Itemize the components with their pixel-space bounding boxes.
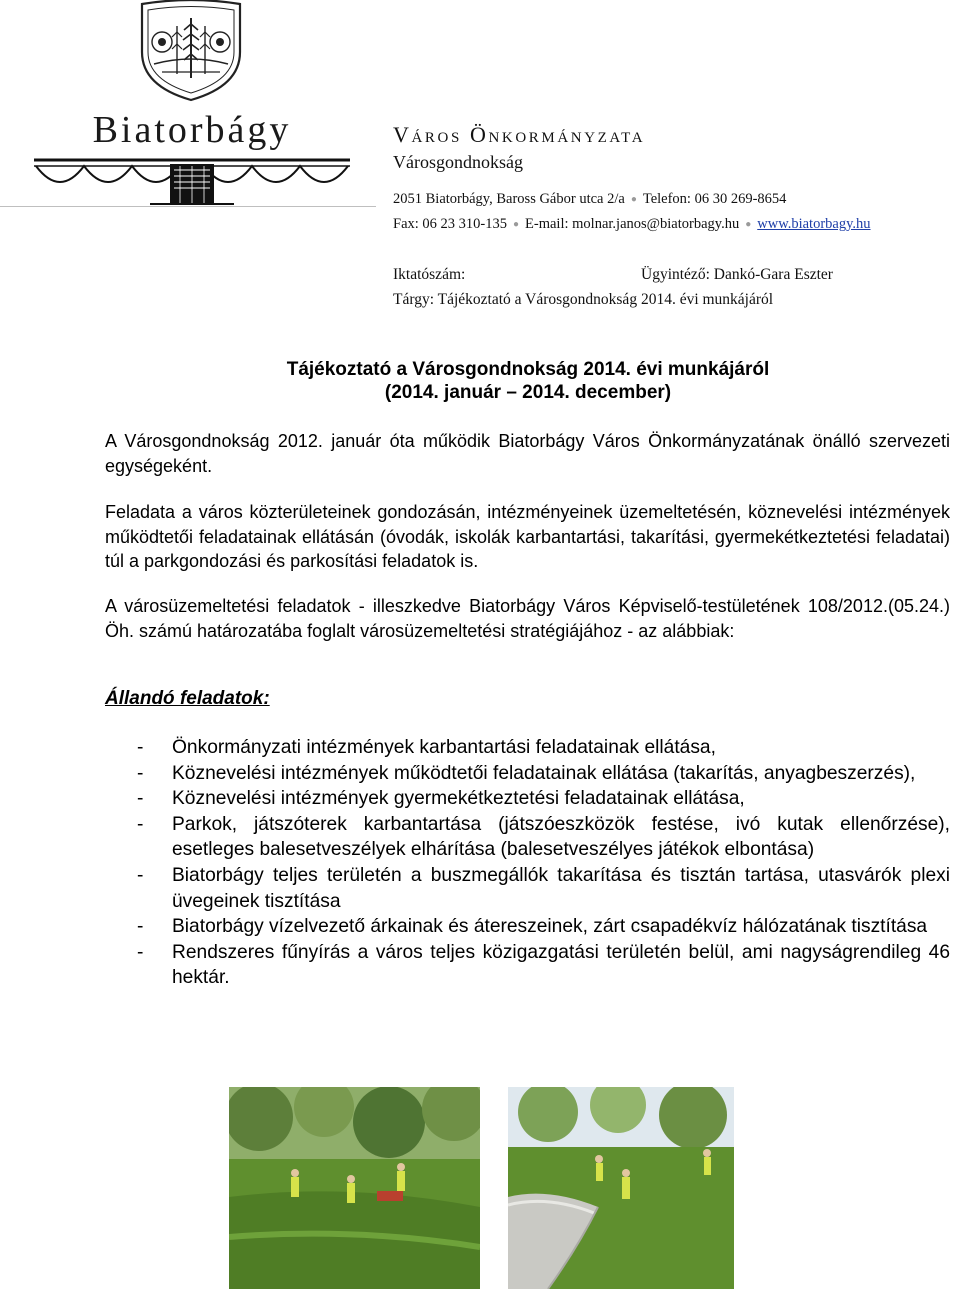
list-marker: - <box>137 737 144 758</box>
mowing-photo-left <box>229 1087 480 1289</box>
list-marker: - <box>137 813 144 835</box>
fax: Fax: 06 23 310-135 <box>393 216 507 232</box>
list-marker: - <box>137 762 144 784</box>
letterhead-divider <box>0 206 376 207</box>
logo-wordmark: Biatorbágy <box>92 109 292 151</box>
list-marker: - <box>137 864 144 886</box>
list-marker: - <box>137 788 144 810</box>
viaduct-logo-graphic <box>30 146 354 208</box>
list-item: - Parkok, játszóterek karbantartása (játszóeszközök festése, ivó kutak ellenőrzése), esetleges balesetveszélyek elhárítása (balesetveszélyes játékok elbontása) <box>137 813 950 861</box>
strategy-paragraph: A városüzemeltetési feladatok - illeszkedve Biatorbágy Város Képviselő-testületének 108/2012.(05.24.) Öh. számú határozatába foglalt városüzemeltetési stratégiájához - az alábbiak: <box>105 596 950 641</box>
list-item: - Önkormányzati intézmények karbantartási feladatainak ellátása, <box>137 735 950 761</box>
mowing-photo-right <box>508 1087 734 1289</box>
coat-of-arms-logo <box>132 0 250 102</box>
list-marker: - <box>137 941 144 963</box>
website-link[interactable]: www.biatorbagy.hu <box>757 216 871 232</box>
list-item: - Köznevelési intézmények gyermekétkeztetési feladatainak ellátása, <box>137 786 950 812</box>
tasks-paragraph: Feladata a város közterületeinek gondozásán, intézményeinek üzemeltetésén, köznevelési intézmények működtetői feladatainak ellátásán (óvodák, iskolák karbantartási, takarítási, gyermekétkeztetési feladatai) túl a parkgondozási és parkosítási feladatok is. <box>105 502 950 571</box>
case-officer: Ügyintéző: Dankó-Gara Eszter <box>641 266 833 283</box>
department-name: Városgondnokság <box>393 152 523 172</box>
reference-number-label: Iktatószám: <box>393 266 466 283</box>
bullet-icon: ● <box>630 194 637 206</box>
contact-line <box>393 216 871 233</box>
list-item: - Köznevelési intézmények működtetői feladatainak ellátása (takarítás, anyagbeszerzés), <box>137 761 950 787</box>
list-item: - Biatorbágy vízelvezető árkainak és átereszeinek, zárt csapadékvíz hálózatának tisztítása <box>137 914 950 940</box>
list-marker: - <box>137 916 144 938</box>
address-line <box>393 191 786 208</box>
address: 2051 Biatorbágy, Baross Gábor utca 2/a <box>393 191 625 207</box>
list-item: - Biatorbágy teljes területén a buszmegállók takarítása és tisztán tartása, utasvárók plexi üvegeinek tisztítása <box>137 864 950 912</box>
bullet-icon: ● <box>745 219 752 231</box>
section-heading: Állandó feladatok: <box>105 688 270 709</box>
list-item: - Rendszeres fűnyírás a város teljes közigazgatási területén belül, ami nagyságrendileg 46 hektár. <box>137 941 950 989</box>
permanent-tasks-list <box>137 735 950 991</box>
document-title: Tájékoztató a Városgondnokság 2014. évi munkájáról <box>286 359 770 380</box>
intro-paragraph: A Városgondnokság 2012. január óta működik Biatorbágy Város Önkormányzatának önálló szervezeti egységeként. <box>105 431 950 476</box>
document-period: (2014. január – 2014. december) <box>384 382 672 403</box>
subject-line: Tárgy: Tájékoztató a Városgondnokság 2014. évi munkájáról <box>393 291 774 308</box>
office-name: Város Önkormányzata <box>393 122 646 147</box>
email: E-mail: molnar.janos@biatorbagy.hu <box>525 216 740 232</box>
bullet-icon: ● <box>512 219 520 231</box>
phone: Telefon: 06 30 269-8654 <box>642 191 787 207</box>
